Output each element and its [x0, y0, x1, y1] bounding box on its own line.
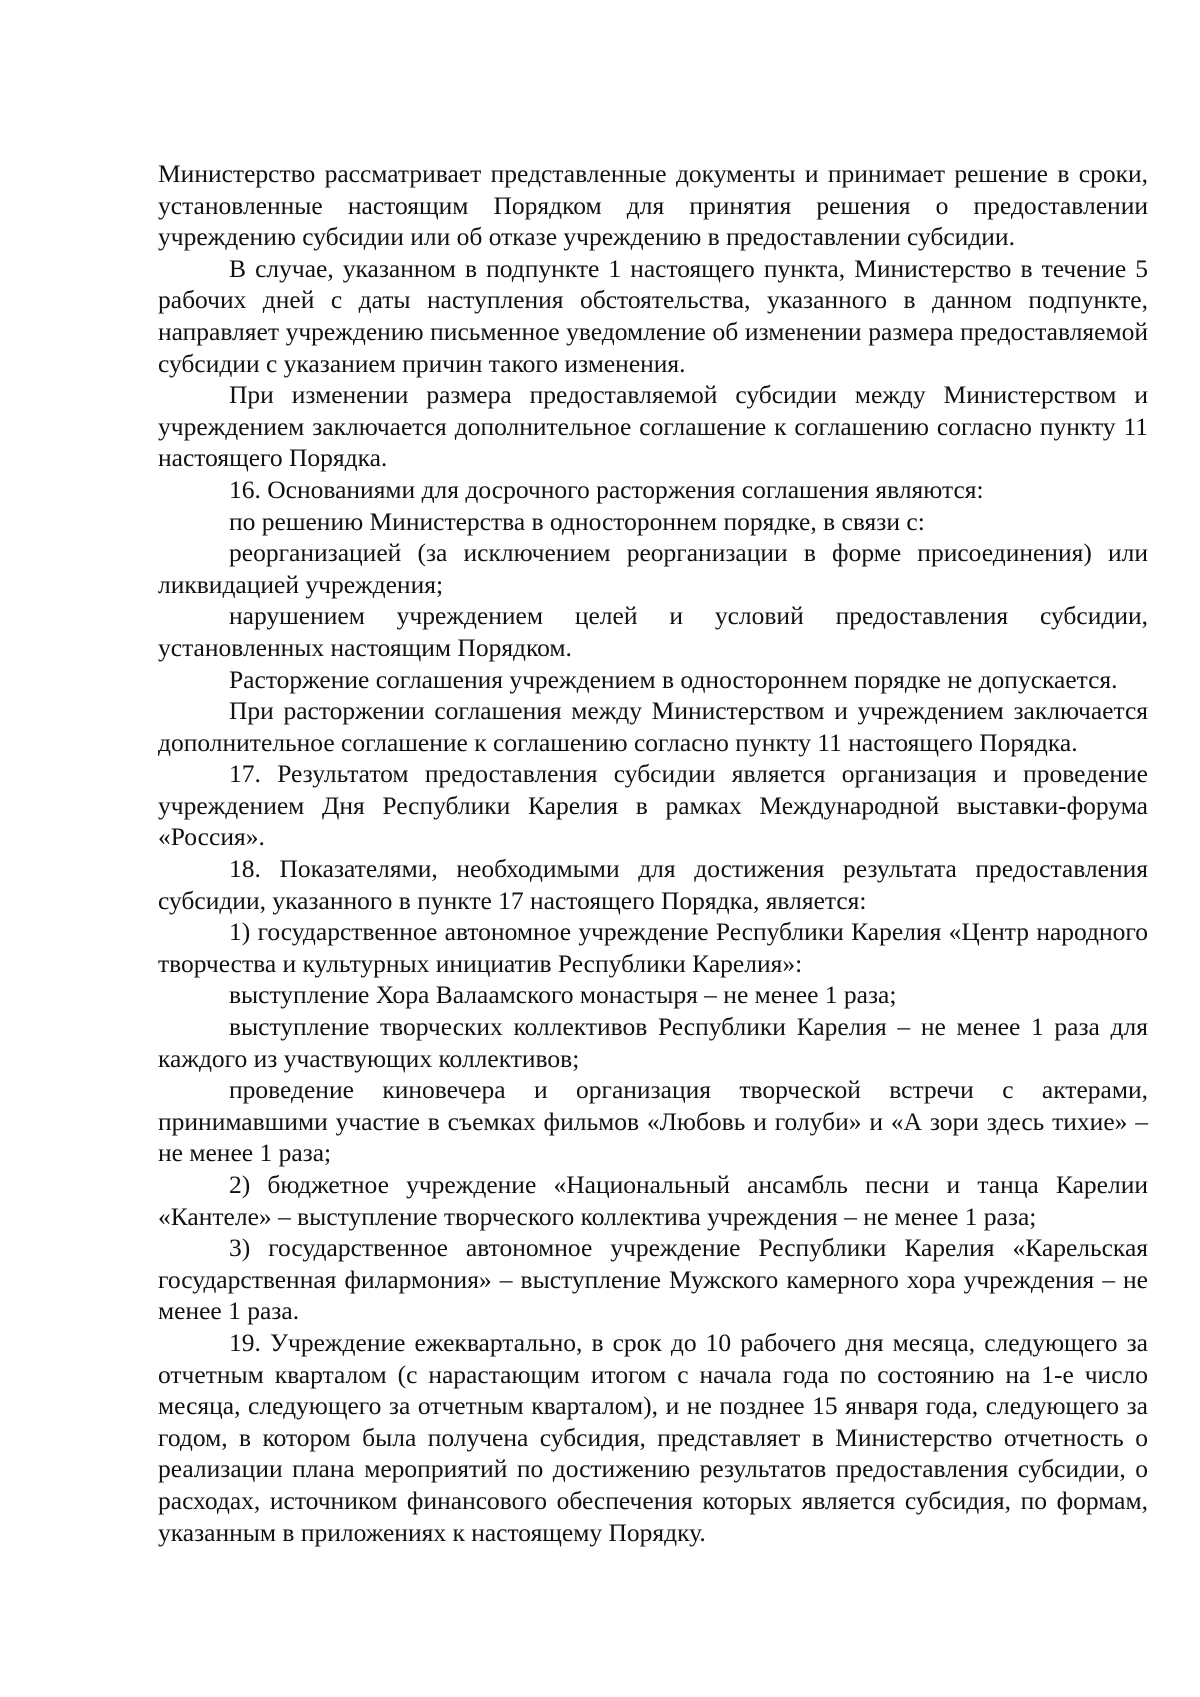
paragraph-indicator-3: 3) государственное автономное учреждение Республики Карелия «Карельская государственная филармония» – выступление Мужского камерного хора учреждения – не менее 1 раза. — [158, 1233, 1148, 1326]
paragraph-termination-not-allowed: Расторжение соглашения учреждением в одностороннем порядке не допускается. — [229, 664, 1118, 694]
paragraph-18-indicators: 18. Показателями, необходимыми для достижения результата предоставления субсидии, указанного в пункте 17 настоящего Порядка, является: — [158, 854, 1148, 915]
paragraph-16-termination-grounds: 16. Основаниями для досрочного расторжения соглашения являются: — [229, 474, 984, 504]
paragraph-additional-agreement: При изменении размера предоставляемой субсидии между Министерством и учреждением заключается дополнительное соглашение к соглашению согласно пункту 11 настоящего Порядка. — [158, 380, 1148, 473]
paragraph-termination-agreement: При расторжении соглашения между Министерством и учреждением заключается дополнительное соглашение к соглашению согласно пункту 11 настоящего Порядка. — [158, 696, 1148, 757]
paragraph-unilateral-decision: по решению Министерства в одностороннем порядке, в связи с: — [229, 506, 925, 536]
document-body — [158, 158, 1148, 1548]
paragraph-violation: нарушением учреждением целей и условий предоставления субсидии, установленных настоящим Порядком. — [158, 601, 1148, 662]
paragraph-film-evening: проведение киновечера и организация творческой встречи с актерами, принимавшими участие в съемках фильмов «Любовь и голуби» и «А зори здесь тихие» – не менее 1 раза; — [158, 1075, 1148, 1168]
paragraph-creative-groups: выступление творческих коллективов Республики Карелия – не менее 1 раза для каждого из участвующих коллективов; — [158, 1012, 1148, 1073]
paragraph-valaam-choir: выступление Хора Валаамского монастыря – не менее 1 раза; — [229, 980, 897, 1010]
paragraph-17-result: 17. Результатом предоставления субсидии является организация и проведение учреждением Дня Республики Карелия в рамках Международной выставки-форума «Россия». — [158, 759, 1148, 852]
paragraph-indicator-1: 1) государственное автономное учреждение Республики Карелия «Центр народного творчества и культурных инициатив Республики Карелия»: — [158, 917, 1148, 978]
paragraph-indicator-2: 2) бюджетное учреждение «Национальный ансамбль песни и танца Карелии «Кантеле» – выступление творческого коллектива учреждения – не менее 1 раза; — [158, 1170, 1148, 1231]
paragraph-19-reporting: 19. Учреждение ежеквартально, в срок до 10 рабочего дня месяца, следующего за отчетным кварталом (с нарастающим итогом с начала года по состоянию на 1-е число месяца, следующего за отчетным кварталом), и не позднее 15 января года, следующего за годом, в котором была получена субсидия, представляет в Министерство отчетность о реализации плана мероприятий по достижению результатов предоставления субсидии, о расходах, источником финансового обеспечения которых является субсидия, по формам, указанным в приложениях к настоящему Порядку. — [158, 1327, 1148, 1547]
paragraph-ministry-decision: Министерство рассматривает представленные документы и принимает решение в сроки, установленные настоящим Порядком для принятия решения о предоставлении учреждению субсидии или об отказе учреждению в предоставлении субсидии. — [158, 159, 1148, 252]
paragraph-subsidy-change-notice: В случае, указанном в подпункте 1 настоящего пункта, Министерство в течение 5 рабочих дней с даты наступления обстоятельства, указанного в данном подпункте, направляет учреждению письменное уведомление об изменении размера предоставляемой субсидии с указанием причин такого изменения. — [158, 253, 1148, 378]
paragraph-reorganization: реорганизацией (за исключением реорганизации в форме присоединения) или ликвидацией учреждения; — [158, 538, 1148, 599]
